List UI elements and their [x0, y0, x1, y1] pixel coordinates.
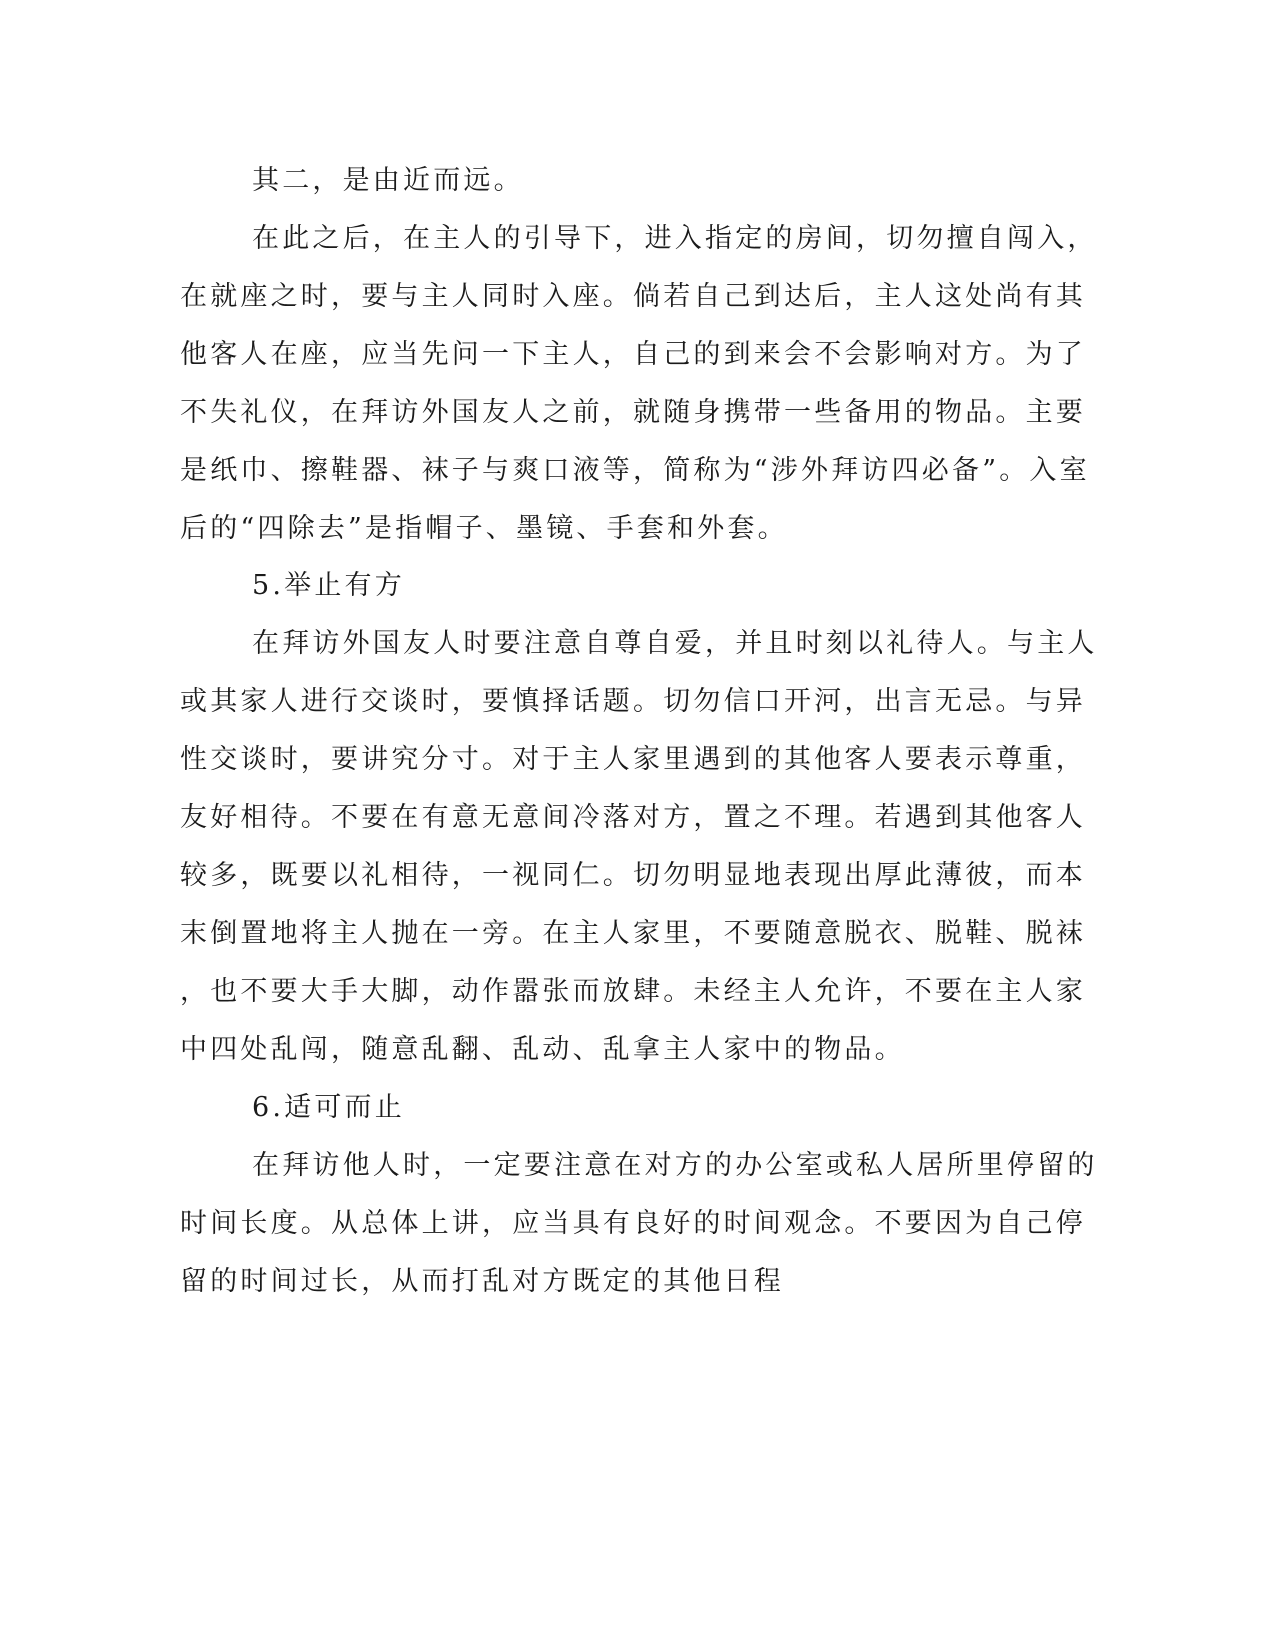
text-line: 性交谈时，要讲究分寸。对于主人家里遇到的其他客人要表示尊重， — [180, 744, 1086, 775]
section-heading: 6.适可而止 — [252, 1092, 405, 1123]
text-line: 中四处乱闯，随意乱翻、乱动、乱拿主人家中的物品。 — [180, 1034, 905, 1065]
text-line: 后的“四除去”是指帽子、墨镜、手套和外套。 — [180, 513, 788, 544]
text-line: 时间长度。从总体上讲，应当具有良好的时间观念。不要因为自己停 — [180, 1208, 1086, 1239]
text-line: 友好相待。不要在有意无意间冷落对方，置之不理。若遇到其他客人 — [180, 802, 1086, 833]
text-line: 或其家人进行交谈时，要慎择话题。切勿信口开河，出言无忌。与异 — [180, 686, 1086, 717]
text-line: 留的时间过长，从而打乱对方既定的其他日程 — [180, 1266, 784, 1297]
text-line: 末倒置地将主人抛在一旁。在主人家里，不要随意脱衣、脱鞋、脱袜 — [180, 918, 1086, 949]
text-line: 不失礼仪，在拜访外国友人之前，就随身携带一些备用的物品。主要 — [180, 397, 1086, 428]
text-line: ，也不要大手大脚，动作嚣张而放肆。未经主人允许，不要在主人家 — [180, 976, 1086, 1007]
paragraph-start: 在拜访他人时，一定要注意在对方的办公室或私人居所里停留的 — [252, 1150, 1098, 1181]
section-heading: 5.举止有方 — [252, 570, 405, 601]
text-line: 他客人在座，应当先问一下主人，自己的到来会不会影响对方。为了 — [180, 339, 1086, 370]
paragraph-start: 在此之后，在主人的引导下，进入指定的房间，切勿擅自闯入， — [252, 223, 1098, 254]
text-line: 较多，既要以礼相待，一视同仁。切勿明显地表现出厚此薄彼，而本 — [180, 860, 1086, 891]
paragraph-start: 在拜访外国友人时要注意自尊自爱，并且时刻以礼待人。与主人 — [252, 628, 1098, 659]
text-line: 在就座之时，要与主人同时入座。倘若自己到达后，主人这处尚有其 — [180, 281, 1086, 312]
text-line: 是纸巾、擦鞋器、袜子与爽口液等，简称为“涉外拜访四必备”。入室 — [180, 455, 1090, 486]
text-line: 其二，是由近而远。 — [252, 165, 524, 196]
